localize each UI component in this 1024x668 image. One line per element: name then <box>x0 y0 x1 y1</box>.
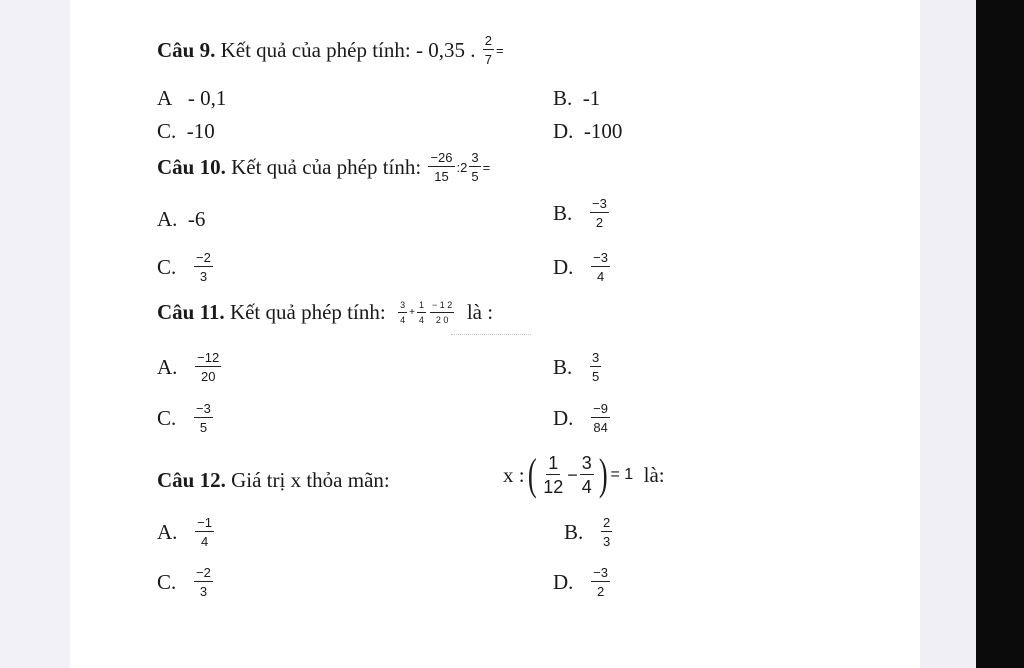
fraction-denominator: 4 <box>200 534 209 549</box>
option-fraction <box>195 516 214 548</box>
fraction-numerator: −3 <box>592 196 607 211</box>
fraction-numerator: 2 <box>603 515 611 530</box>
option-letter: C. <box>157 119 177 143</box>
fraction-denominator: 3 <box>603 534 611 549</box>
fraction-numerator: 3 <box>398 301 407 313</box>
question-10-label: Câu 10. <box>157 154 226 179</box>
option-letter: D. <box>553 254 574 279</box>
fraction-denominator: 3 <box>199 269 208 284</box>
option-value: - 0,1 <box>187 86 227 110</box>
fraction-numerator: 3 <box>592 350 600 365</box>
question-11-fraction-3 <box>430 301 454 325</box>
option-letter: A. <box>157 519 178 544</box>
question-12-label: Câu 12. <box>157 468 226 492</box>
screen-edge-bar <box>976 0 1024 668</box>
fraction-numerator: −2 <box>196 565 211 580</box>
fraction-denominator: 3 <box>199 584 208 599</box>
question-11-text: Kết quả phép tính: <box>229 300 386 324</box>
q12-option-b <box>564 516 614 548</box>
fraction-denominator: 12 <box>543 477 564 497</box>
fraction-numerator: −3 <box>593 565 608 580</box>
x-colon: x : <box>503 462 525 487</box>
fraction-denominator: 5 <box>199 420 208 435</box>
question-10-text: Kết quả của phép tính: <box>231 154 422 179</box>
option-letter: D. <box>553 569 574 594</box>
option-letter: B. <box>553 354 573 379</box>
q12-option-d <box>553 566 612 598</box>
option-fraction <box>601 516 612 548</box>
fraction-denominator: 4 <box>581 477 592 497</box>
q10-option-b <box>553 197 611 229</box>
fraction-denominator: 5 <box>471 169 479 184</box>
q9-option-a <box>157 86 226 111</box>
option-fraction <box>591 251 610 283</box>
division-colon: : <box>456 159 461 175</box>
fraction-numerator: −2 <box>196 250 211 265</box>
fraction-numerator: − 1 2 <box>430 301 454 313</box>
fraction-numerator: −26 <box>430 150 453 165</box>
option-letter: A. <box>157 207 178 231</box>
fraction-denominator: 5 <box>592 369 600 384</box>
plus-sign: + <box>409 307 416 318</box>
question-11 <box>157 300 493 325</box>
fraction-denominator: 2 <box>596 584 605 599</box>
q9-option-c <box>157 119 215 144</box>
q11-option-d <box>553 402 612 434</box>
q12-option-c <box>157 566 215 598</box>
fraction-denominator: 4 <box>419 314 425 325</box>
fraction-numerator: 1 <box>417 301 426 313</box>
question-10-fraction-2 <box>469 151 480 183</box>
equals-sign: = <box>482 159 491 175</box>
option-value: -10 <box>186 119 215 143</box>
fraction-denominator: 4 <box>400 314 406 325</box>
option-value: -6 <box>187 207 206 231</box>
option-fraction <box>195 351 221 383</box>
fraction-numerator: 3 <box>581 453 592 473</box>
option-letter: D. <box>553 119 574 143</box>
equation-fraction-2 <box>580 454 594 496</box>
question-11-fraction-2 <box>417 301 426 325</box>
option-value: -1 <box>582 86 601 110</box>
option-fraction <box>194 566 213 598</box>
question-9 <box>157 34 504 66</box>
q9-option-b <box>553 86 600 111</box>
option-letter: B. <box>553 86 573 110</box>
question-9-text: Kết quả của phép tính: - 0,35 . <box>220 37 476 62</box>
question-10-fraction-1 <box>428 151 454 183</box>
question-11-fraction-1 <box>398 301 407 325</box>
fraction-numerator: −3 <box>593 250 608 265</box>
minus-sign: − <box>567 464 578 485</box>
q11-option-c <box>157 402 215 434</box>
fraction-numerator: 2 <box>484 33 492 48</box>
option-letter: C. <box>157 405 177 430</box>
q10-option-c <box>157 251 215 283</box>
option-letter: C. <box>157 254 177 279</box>
fraction-numerator: 1 <box>548 453 559 473</box>
fraction-numerator: −12 <box>197 350 220 365</box>
option-letter: C. <box>157 569 177 594</box>
option-fraction <box>591 402 610 434</box>
option-letter: B. <box>553 200 573 225</box>
fraction-denominator: 15 <box>434 169 449 184</box>
option-letter: A <box>157 86 173 110</box>
right-background <box>920 0 976 668</box>
equals-one: = 1 <box>610 466 634 483</box>
q12-option-a <box>157 516 216 548</box>
question-10 <box>157 151 490 183</box>
option-fraction <box>194 251 213 283</box>
option-letter: B. <box>564 519 584 544</box>
right-paren: ) <box>598 450 608 499</box>
left-paren: ( <box>527 450 537 499</box>
question-12-suffix: là: <box>643 462 665 487</box>
question-12 <box>157 468 390 493</box>
q11-option-a <box>157 351 223 383</box>
q11-option-b <box>553 351 603 383</box>
question-9-label: Câu 9. <box>157 37 216 62</box>
fraction-denominator: 20 <box>200 369 216 384</box>
q9-option-d <box>553 119 622 144</box>
question-9-fraction <box>483 34 494 66</box>
question-11-label: Câu 11. <box>157 300 225 324</box>
question-11-suffix: là : <box>466 300 494 324</box>
option-letter: D. <box>553 405 574 430</box>
question-12-equation <box>503 450 665 499</box>
fraction-denominator: 7 <box>484 52 492 67</box>
equals-sign: = <box>495 42 504 58</box>
fraction-numerator: −9 <box>593 401 608 416</box>
option-fraction <box>590 197 609 229</box>
option-fraction <box>590 351 601 383</box>
fraction-numerator: −3 <box>196 401 211 416</box>
fraction-denominator: 4 <box>596 269 605 284</box>
option-value: -100 <box>583 119 623 143</box>
fraction-numerator: 3 <box>471 150 479 165</box>
option-fraction <box>194 402 213 434</box>
fraction-numerator: −1 <box>197 515 212 530</box>
fraction-denominator: 84 <box>593 420 608 435</box>
q10-option-a <box>157 207 205 232</box>
q10-option-d <box>553 251 612 283</box>
faint-formula-shadow <box>451 334 531 341</box>
fraction-denominator: 2 0 <box>435 314 449 325</box>
mixed-whole: 2 <box>460 159 468 175</box>
equation-fraction-1 <box>541 454 565 496</box>
option-fraction <box>591 566 610 598</box>
left-background <box>0 0 70 668</box>
option-letter: A. <box>157 354 178 379</box>
fraction-denominator: 2 <box>595 215 604 230</box>
question-12-text: Giá trị x thỏa mãn: <box>231 468 390 492</box>
